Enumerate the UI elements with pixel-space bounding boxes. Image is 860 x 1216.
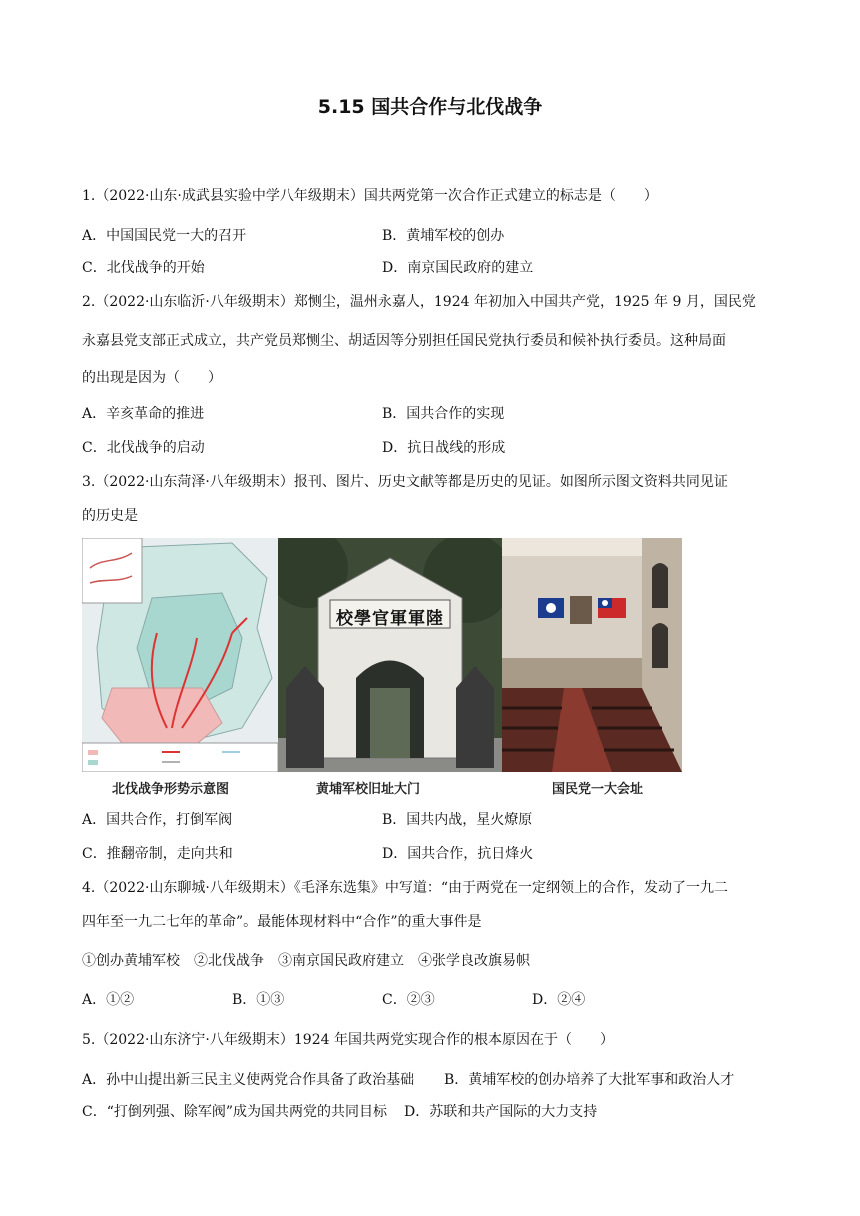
whampoa-gate-photo [278,538,502,772]
map-illustration [82,538,278,772]
caption-map: 北伐战争形势示意图 [112,782,230,797]
question-2-option-c: C．北伐战争的启动 [82,440,205,456]
question-3-option-b: B．国共内战，星火燎原 [382,812,533,828]
question-3-stem-line-2: 的历史是 [82,508,138,524]
question-4-option-d: D．②④ [532,992,586,1008]
question-3-option-d: D．国共合作，抗日烽火 [382,846,534,862]
question-3-option-c: C．推翻帝制，走向共和 [82,846,233,862]
page-title: 5.15 国共合作与北伐战争 [317,96,543,118]
question-2-option-a: A．辛亥革命的推进 [82,406,205,422]
question-4-items: ①创办黄埔军校 ②北伐战争 ③南京国民政府建立 ④张学良改旗易帜 [82,953,530,969]
question-5-option-b: B．黄埔军校的创办培养了大批军事和政治人才 [444,1072,735,1088]
question-4-stem-line-1: 4.（2022·山东聊城·八年级期末）《毛泽东选集》中写道：“由于两党在一定纲领上的合作，发动了一九二 [82,880,729,896]
question-1-option-d: D．南京国民政府的建立 [382,260,534,276]
question-4-option-a: A．①② [82,992,135,1008]
question-3-stem-line-1: 3.（2022·山东菏泽·八年级期末）报刊、图片、历史文献等都是历史的见证。如图所示图文资料共同见证 [82,474,728,490]
caption-hall: 国民党一大会址 [552,782,644,797]
gate-illustration [278,538,502,772]
hall-illustration [502,538,682,772]
question-2-stem-line-2: 永嘉县党支部正式成立，共产党员郑恻尘、胡适因等分别担任国民党执行委员和候补执行委员。这种局面 [82,333,726,349]
question-5-option-c: C．“打倒列强、除军阀”成为国共两党的共同目标 [82,1104,388,1120]
kmt-congress-hall-photo [502,538,682,772]
question-2-option-d: D．抗日战线的形成 [382,440,506,456]
question-2-stem-line-1: 2.（2022·山东临沂·八年级期末）郑恻尘，温州永嘉人，1924 年初加入中国共产党，1925 年 9 月，国民党 [82,294,756,310]
northern-expedition-map [82,538,278,772]
question-5-stem: 5.（2022·山东济宁·八年级期末）1924 年国共两党实现合作的根本原因在于（ ） [82,1032,614,1048]
question-5-option-a: A．孙中山提出新三民主义使两党合作具备了政治基础 [82,1072,415,1088]
question-2-stem-line-3: 的出现是因为（ ） [82,370,222,386]
question-1-option-a: A．中国国民党一大的召开 [82,228,247,244]
question-3-option-a: A．国共合作，打倒军阀 [82,812,233,828]
question-2-option-b: B．国共合作的实现 [382,406,505,422]
question-4-option-c: C．②③ [382,992,435,1008]
question-3-figure [82,538,682,772]
question-1-option-b: B．黄埔军校的创办 [382,228,505,244]
caption-gate: 黄埔军校旧址大门 [316,782,421,797]
question-1-stem: 1.（2022·山东·成武县实验中学八年级期末）国共两党第一次合作正式建立的标志是（ ） [82,188,658,204]
question-5-option-d: D．苏联和共产国际的大力支持 [404,1104,598,1120]
question-1-option-c: C．北伐战争的开始 [82,260,205,276]
gate-inscription: 陸軍軍官學校 [336,609,444,629]
question-4-stem-line-2: 四年至一九二七年的革命”。最能体现材料中“合作”的重大事件是 [82,914,482,930]
question-4-option-b: B．①③ [232,992,285,1008]
